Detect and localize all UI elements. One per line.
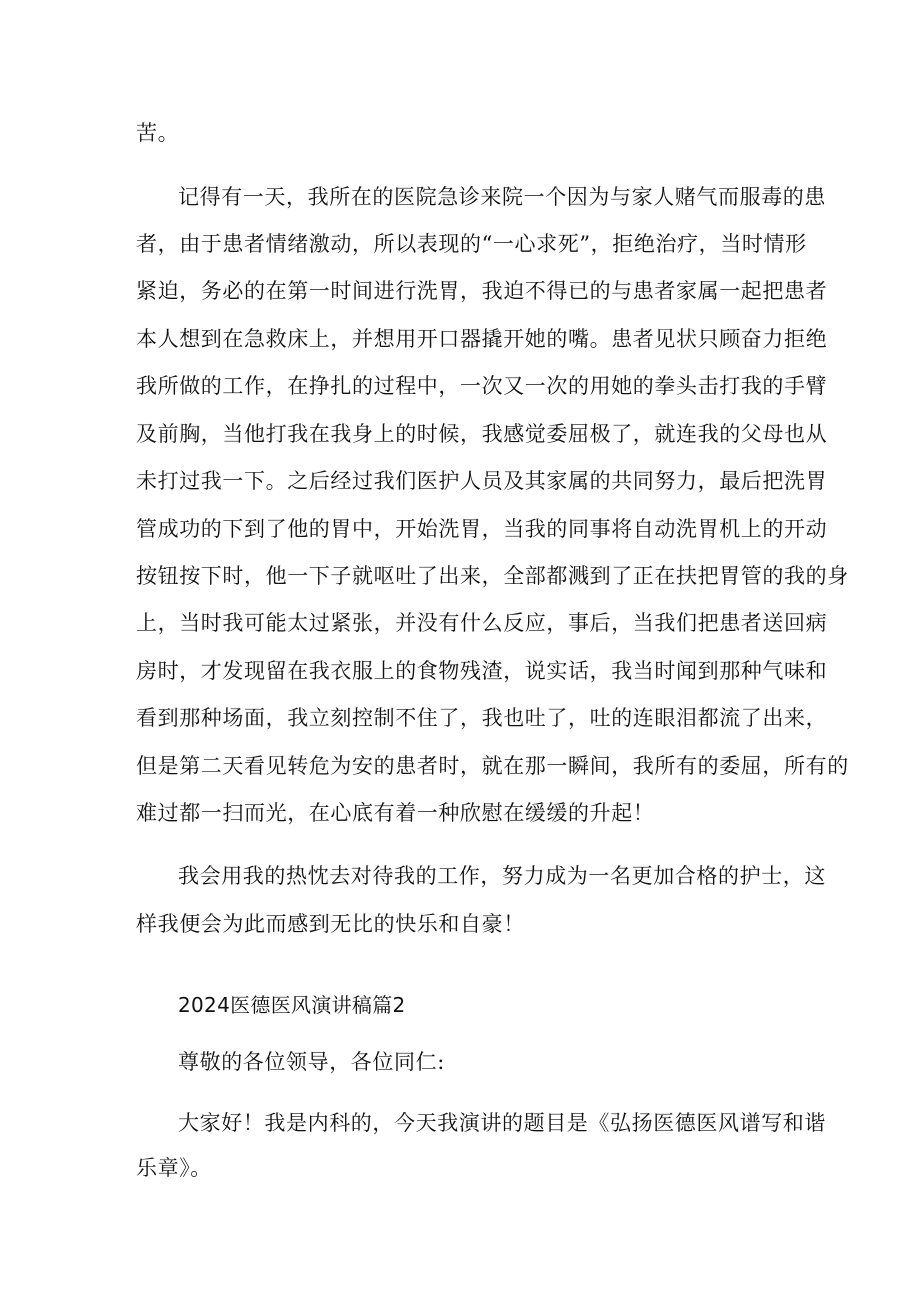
paragraph-end-line: 苦。 [136,121,180,145]
resolve-line: 我会用我的热忱去对待我的工作，努力成为一名更加合格的护士，这 [178,864,826,888]
intro-line: 乐章》。 [136,1156,212,1180]
story-line: 管成功的下到了他的胃中，开始洗胃，当我的同事将自动洗胃机上的开动 [136,517,828,541]
intro-line: 大家好！我是内科的，今天我演讲的题目是《弘扬医德医风谱写和谐 [178,1111,826,1135]
story-line: 按钮按下时，他一下子就呕吐了出来，全部都溅到了正在扶把胃管的我的身 [136,564,849,588]
story-line: 紧迫，务必的在第一时间进行洗胃，我迫不得已的与患者家属一起把患者 [136,279,828,303]
story-line: 未打过我一下。之后经过我们医护人员及其家属的共同努力，最后把洗胃 [136,469,828,493]
story-line: 但是第二天看见转危为安的患者时，就在那一瞬间，我所有的委屈，所有的 [136,754,849,778]
story-line: 房时，才发现留在我衣服上的食物残渣，说实话，我当时闻到那种气味和 [136,659,828,683]
story-line: 看到那种场面，我立刻控制不住了，我也吐了，吐的连眼泪都流了出来， [136,706,828,730]
story-line: 上，当时我可能太过紧张，并没有什么反应，事后，当我们把患者送回病 [136,611,828,635]
story-line: 我所做的工作，在挣扎的过程中，一次又一次的用她的拳头击打我的手臂 [136,374,828,398]
story-line: 者，由于患者情绪激动，所以表现的“一心求死”，拒绝治疗，当时情形 [136,232,807,256]
story-line: 记得有一天，我所在的医院急诊来院一个因为与家人赌气而服毒的患 [178,185,826,209]
story-line: 难过都一扫而光，在心底有着一种欣慰在缓缓的升起！ [136,801,655,825]
section-title: 2024医德医风演讲稿篇2 [178,993,406,1017]
story-line: 本人想到在急救床上，并想用开口器撬开她的嘴。患者见状只顾奋力拒绝 [136,327,828,351]
resolve-line: 样我便会为此而感到无比的快乐和自豪！ [136,912,525,936]
greeting: 尊敬的各位领导，各位同仁: [178,1050,445,1074]
story-line: 及前胸，当他打我在我身上的时候，我感觉委屈极了，就连我的父母也从 [136,422,828,446]
